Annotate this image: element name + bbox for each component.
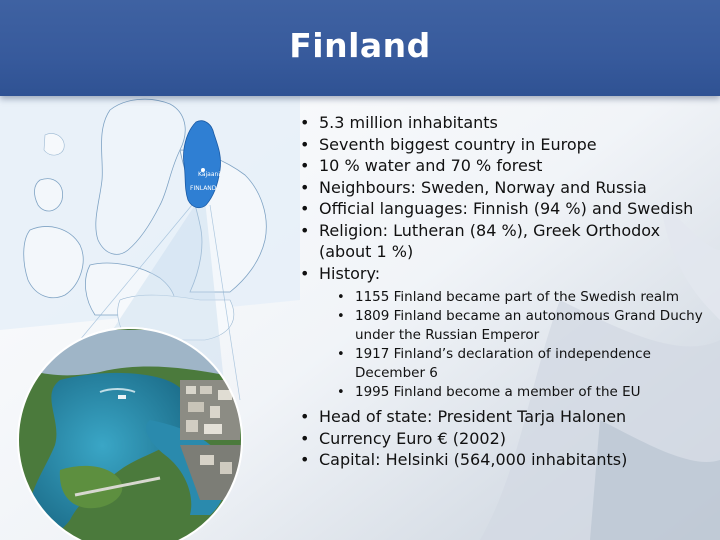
history-item: • 1917 Finland’s declaration of independence December 6	[337, 345, 710, 383]
history-item: • 1155 Finland became part of the Swedish realm	[337, 288, 710, 307]
map-country-label: FINLAND	[190, 185, 217, 192]
bullet-item: • Capital: Helsinki (564,000 inhabitants)	[300, 449, 710, 471]
history-item: • 1995 Finland become a member of the EU	[337, 383, 710, 402]
bullet-list	[300, 112, 710, 471]
bullet-item: • Seventh biggest country in Europe	[300, 134, 710, 156]
bullet-item: • Neighbours: Sweden, Norway and Russia	[300, 177, 710, 199]
bullet-item: • Head of state: President Tarja Halonen	[300, 406, 710, 428]
history-list	[337, 288, 710, 402]
bullet-content	[300, 112, 710, 471]
map-city-label: Kajaani	[198, 171, 220, 178]
bullet-item: • Religion: Lutheran (84 %), Greek Orthodox (about 1 %)	[300, 220, 710, 263]
bullet-item: • 5.3 million inhabitants	[300, 112, 710, 134]
bullet-item: • Official languages: Finnish (94 %) and Swedish	[300, 198, 710, 220]
history-heading: History:	[319, 263, 381, 283]
bullet-item	[300, 263, 710, 403]
bullet-item: • Currency Euro € (2002)	[300, 428, 710, 450]
bullet-item: • 10 % water and 70 % forest	[300, 155, 710, 177]
title-bar	[0, 0, 720, 96]
history-item: • 1809 Finland became an autonomous Grand Duchy under the Russian Emperor	[337, 307, 710, 345]
slide-title: Finland	[289, 26, 431, 65]
